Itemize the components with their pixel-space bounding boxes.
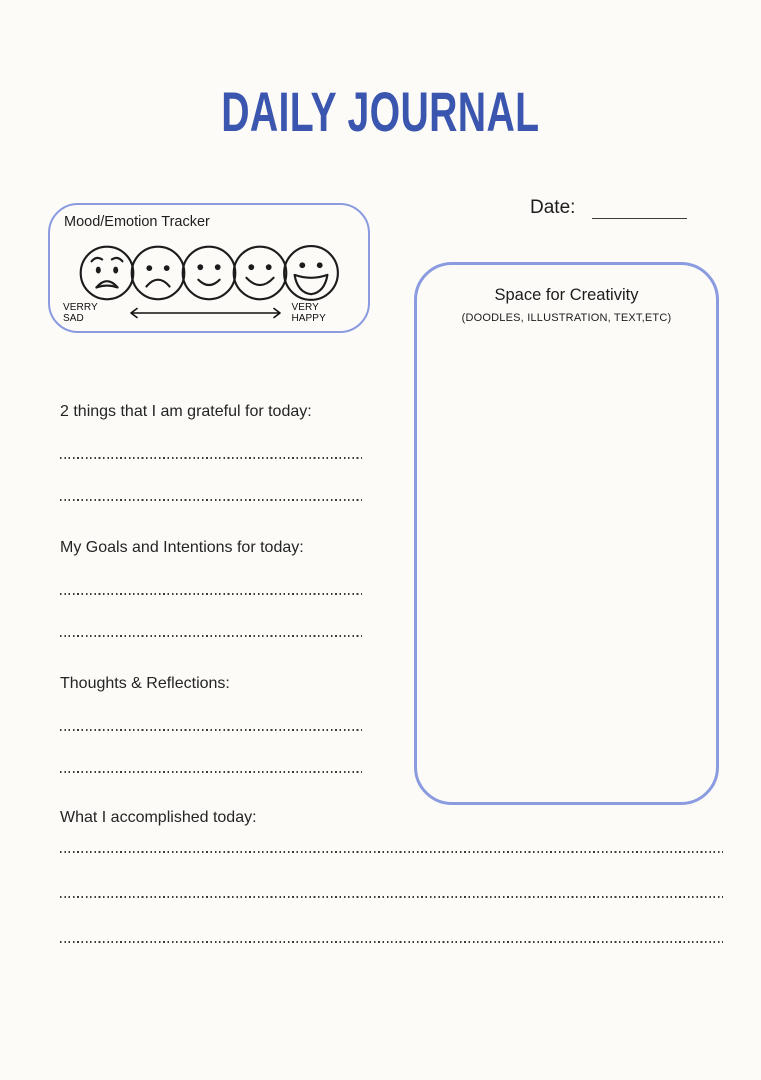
very-happy-face-icon[interactable] <box>282 241 340 303</box>
writing-line[interactable] <box>60 635 362 637</box>
date-field <box>530 196 687 219</box>
writing-line[interactable] <box>60 499 362 501</box>
writing-line[interactable] <box>60 457 362 459</box>
section-gratitude <box>60 402 362 501</box>
scale-very-sad-label: VERRY SAD <box>63 302 98 324</box>
slight-smile-face-icon[interactable] <box>180 241 238 303</box>
section-accomplished <box>60 808 723 943</box>
creativity-panel[interactable] <box>414 262 719 805</box>
writing-line[interactable] <box>60 729 362 731</box>
section-goals <box>60 538 362 637</box>
sad-face-icon[interactable] <box>129 241 187 303</box>
writing-line[interactable] <box>60 941 723 943</box>
date-input-line[interactable] <box>592 196 687 219</box>
page-title: DAILY JOURNAL <box>221 80 540 143</box>
mood-faces-row <box>50 241 368 303</box>
section-thoughts <box>60 674 362 773</box>
date-label: Date: <box>530 197 576 218</box>
writing-line[interactable] <box>60 771 362 773</box>
accomplished-label: What I accomplished today: <box>60 809 257 826</box>
mood-tracker-label: Mood/Emotion Tracker <box>64 214 210 230</box>
writing-line[interactable] <box>60 851 723 853</box>
creativity-title: Space for Creativity <box>494 286 639 304</box>
double-headed-arrow-icon <box>124 307 287 319</box>
page-title-wrap <box>0 80 761 143</box>
happy-face-icon[interactable] <box>231 241 289 303</box>
mood-scale-row <box>63 302 355 324</box>
gratitude-label: 2 things that I am grateful for today: <box>60 403 312 420</box>
mood-tracker-panel <box>48 203 370 333</box>
writing-line[interactable] <box>60 896 723 898</box>
creativity-subtitle: (DOODLES, ILLUSTRATION, TEXT,ETC) <box>461 312 672 324</box>
writing-line[interactable] <box>60 593 362 595</box>
scale-very-happy-label: VERY HAPPY <box>291 302 326 324</box>
goals-label: My Goals and Intentions for today: <box>60 539 304 556</box>
very-sad-face-icon[interactable] <box>78 241 136 303</box>
thoughts-label: Thoughts & Reflections: <box>60 675 230 692</box>
